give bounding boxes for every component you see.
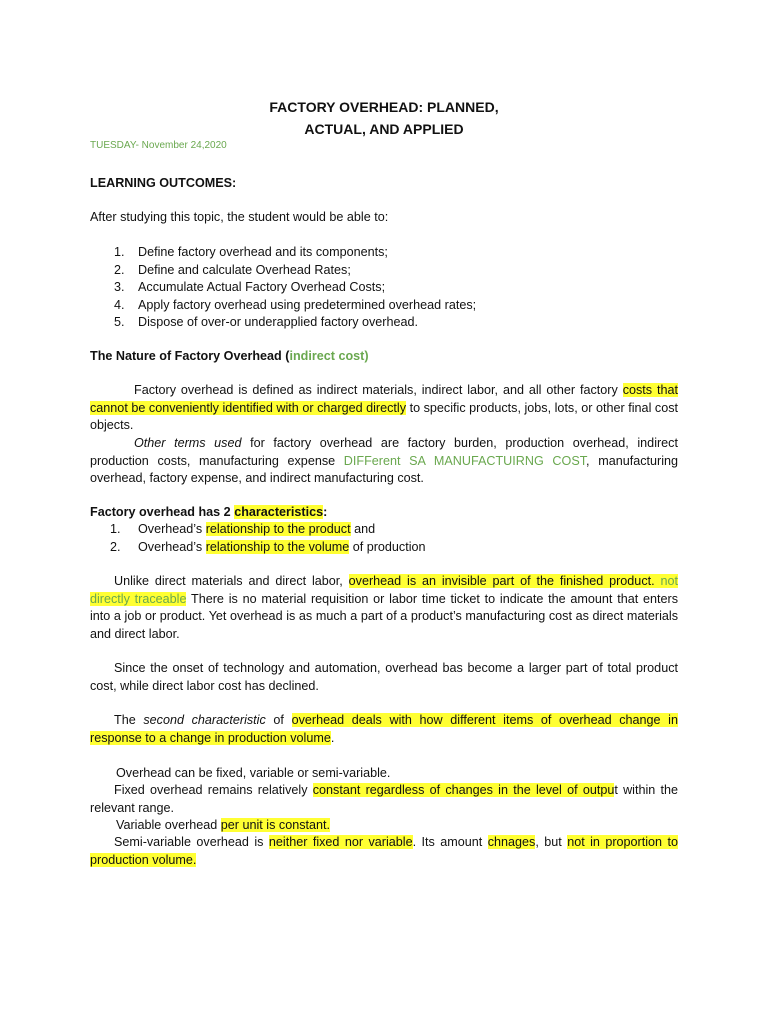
green-highlight: not directly traceable	[90, 574, 678, 606]
highlight: neither fixed nor variable	[268, 835, 413, 849]
characteristics-heading: Factory overhead has 2 characteristics:	[90, 505, 328, 519]
types-heading: Overhead can be fixed, variable or semi-variable.	[116, 766, 391, 780]
characteristics-list	[90, 521, 698, 556]
nature-heading-green: indirect cost)	[289, 349, 369, 363]
highlight: costs that cannot be conveniently identified with or charged directly	[90, 383, 678, 415]
highlight: overhead deals with how different items of overhead change in response to a change in production volume	[90, 713, 678, 745]
list-item: 2. Overhead’s relationship to the volume of production	[110, 539, 426, 554]
outcomes-list	[90, 244, 678, 332]
list-item: 3. Accumulate Actual Factory Overhead Costs;	[114, 280, 386, 295]
paragraph-technology: Since the onset of technology and automation, overhead bas become a larger part of total product cost, while direct labor cost has declined.	[90, 661, 678, 693]
list-item: 2. Define and calculate Overhead Rates;	[114, 262, 351, 277]
paragraph-invisible: Unlike direct materials and direct labor, overhead is an invisible part of the finished product. not directly traceable There is no material requisition or labor time ticket to indicate the amount that enters into a job or product. Yet overhead is as much a part of a product’s manufacturing cost as direct materials and direct labor.	[90, 574, 678, 641]
highlight: constant regardless of changes in the level of outpu	[312, 783, 615, 797]
paragraph-semi-variable-overhead: Semi-variable overhead is neither fixed nor variable. Its amount chnages, but not in proportion to production volume.	[90, 835, 678, 867]
document-title-line-2: ACTUAL, AND APPLIED	[304, 121, 464, 137]
highlight: not in proportion to production volume.	[90, 835, 678, 867]
document-date: TUESDAY- November 24,2020	[90, 140, 227, 151]
highlight: relationship to the volume	[205, 539, 350, 554]
green-note: DIFFerent SA MANUFACTUIRNG COST	[343, 453, 587, 468]
list-item: 1. Overhead’s relationship to the product and	[110, 522, 376, 536]
highlight: overhead is an invisible part of the finished product.	[348, 574, 655, 588]
intro-text: After studying this topic, the student would be able to:	[90, 210, 389, 224]
highlight: relationship to the product	[205, 522, 351, 536]
nature-heading: The Nature of Factory Overhead (indirect cost)	[90, 349, 369, 363]
learning-outcomes-heading: LEARNING OUTCOMES:	[90, 176, 237, 190]
highlight: chnages	[487, 835, 536, 849]
document-title-line-1: FACTORY OVERHEAD: PLANNED,	[269, 99, 499, 115]
paragraph-variable-overhead: Variable overhead per unit is constant.	[116, 818, 331, 832]
list-item: 1. Define factory overhead and its components;	[114, 245, 388, 259]
paragraph-second-characteristic: The second characteristic of overhead deals with how different items of overhead change in response to a change in production volume.	[90, 713, 678, 745]
paragraph-other-terms: Other terms used for factory overhead are factory burden, production overhead, indirect production costs, manufacturing expense DIFFerent SA MANUFACTUIRNG COST, manufacturing overhead, factory expense, and indirect manufacturing cost.	[90, 436, 679, 486]
paragraph-fixed-overhead: Fixed overhead remains relatively constant regardless of changes in the level of output within the relevant range.	[90, 783, 679, 815]
highlight: characteristics	[234, 505, 324, 519]
list-item: 4. Apply factory overhead using predetermined overhead rates;	[114, 297, 477, 312]
paragraph-definition: Factory overhead is defined as indirect materials, indirect labor, and all other factory costs that cannot be conveniently identified with or charged directly to specific products, jobs, lots, or other final cost objects.	[90, 383, 678, 433]
list-item: 5. Dispose of over-or underapplied factory overhead.	[114, 315, 419, 330]
highlight: per unit is constant.	[220, 818, 331, 832]
